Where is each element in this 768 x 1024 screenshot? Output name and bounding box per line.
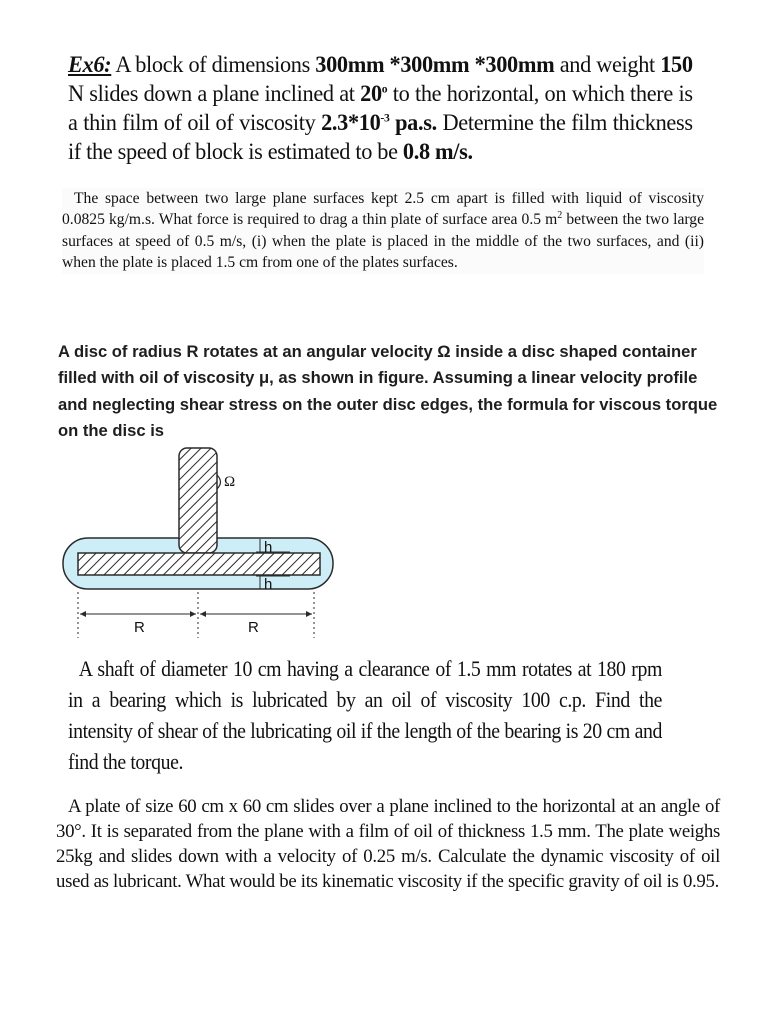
rotating-disc (78, 553, 320, 575)
ex6-angle: 20 (360, 81, 382, 106)
ex6-problem (68, 50, 693, 166)
ex6-degree-mark: o (381, 81, 388, 96)
radius-label-right: R (248, 619, 259, 636)
gap-label-bottom: h (264, 576, 273, 593)
ex6-viscosity: 2.3*10 (321, 110, 381, 135)
ex6-text-1: A block of dimensions (111, 52, 316, 77)
problem-rotating-disc: A disc of radius R rotates at an angular velocity Ω inside a disc shaped container filled with oil of viscosity μ, as shown in figure. Assuming a linear velocity profile and neglecting shear stress on the outer disc edges, the formula for viscous torque on the disc is (58, 342, 718, 441)
ex6-text-5: Determine the film thickness if the speed of block is estimated to be (68, 110, 693, 164)
ex6-text-2: and weight (554, 52, 661, 77)
ex6-text-3: N slides down a plane inclined at (68, 81, 361, 106)
gap-label-top: h (264, 539, 273, 556)
omega-label: Ω (224, 474, 236, 490)
ex6-label: Ex6: (68, 52, 112, 77)
problem5-text: A plate of size 60 cm x 60 cm slides over a plane inclined to the horizontal at an angle of 30°. It is separated from the plane with a film of oil of thickness 1.5 mm. The plate weighs 25kg and slides down with a velocity of 0.25 m/s. Calculate the dynamic viscosity of oil used as lubricant. What would be its kinematic viscosity if the specific gravity of oil is 0.95. (56, 796, 720, 892)
rotating-disc-figure (58, 442, 348, 650)
radius-label-left: R (134, 619, 145, 636)
shaft (179, 448, 217, 553)
ex6-text-4: to the horizontal, on which there is a thin film of oil of viscosity (68, 81, 693, 135)
ex6-dimensions: 300mm *300mm *300mm (315, 52, 555, 77)
problem-two-plates (62, 188, 704, 274)
problem2-text-1: The space between two large plane surfaces kept 2.5 cm apart is filled with liquid of viscosity 0.0825 kg/m.s. What force is required to drag a thin plate of surface area 0.5 m (62, 190, 704, 229)
problem2-text-2: between the two large surfaces at speed of 0.5 m/s, (i) when the plate is placed in the middle of the two surfaces, and (ii) when the plate is placed 1.5 cm from one of the plates surfaces. (62, 211, 704, 272)
problem-shaft-bearing (68, 653, 662, 777)
ex6-speed: 0.8 m/s. (402, 139, 473, 164)
ex6-viscosity-unit: pa.s. (389, 110, 437, 135)
ex6-viscosity-exponent: -3 (380, 110, 390, 125)
problem4-text: A shaft of diameter 10 cm having a clearance of 1.5 mm rotates at 180 rpm in a bearing which is lubricated by an oil of viscosity 100 c.p. Find the intensity of shear of the lubricating oil if the length of the bearing is 20 cm and find the torque. (68, 656, 663, 774)
ex6-weight: 150 (660, 52, 693, 77)
problem2-square-exponent: 2 (557, 210, 563, 222)
problem-inclined-plate (56, 794, 720, 894)
